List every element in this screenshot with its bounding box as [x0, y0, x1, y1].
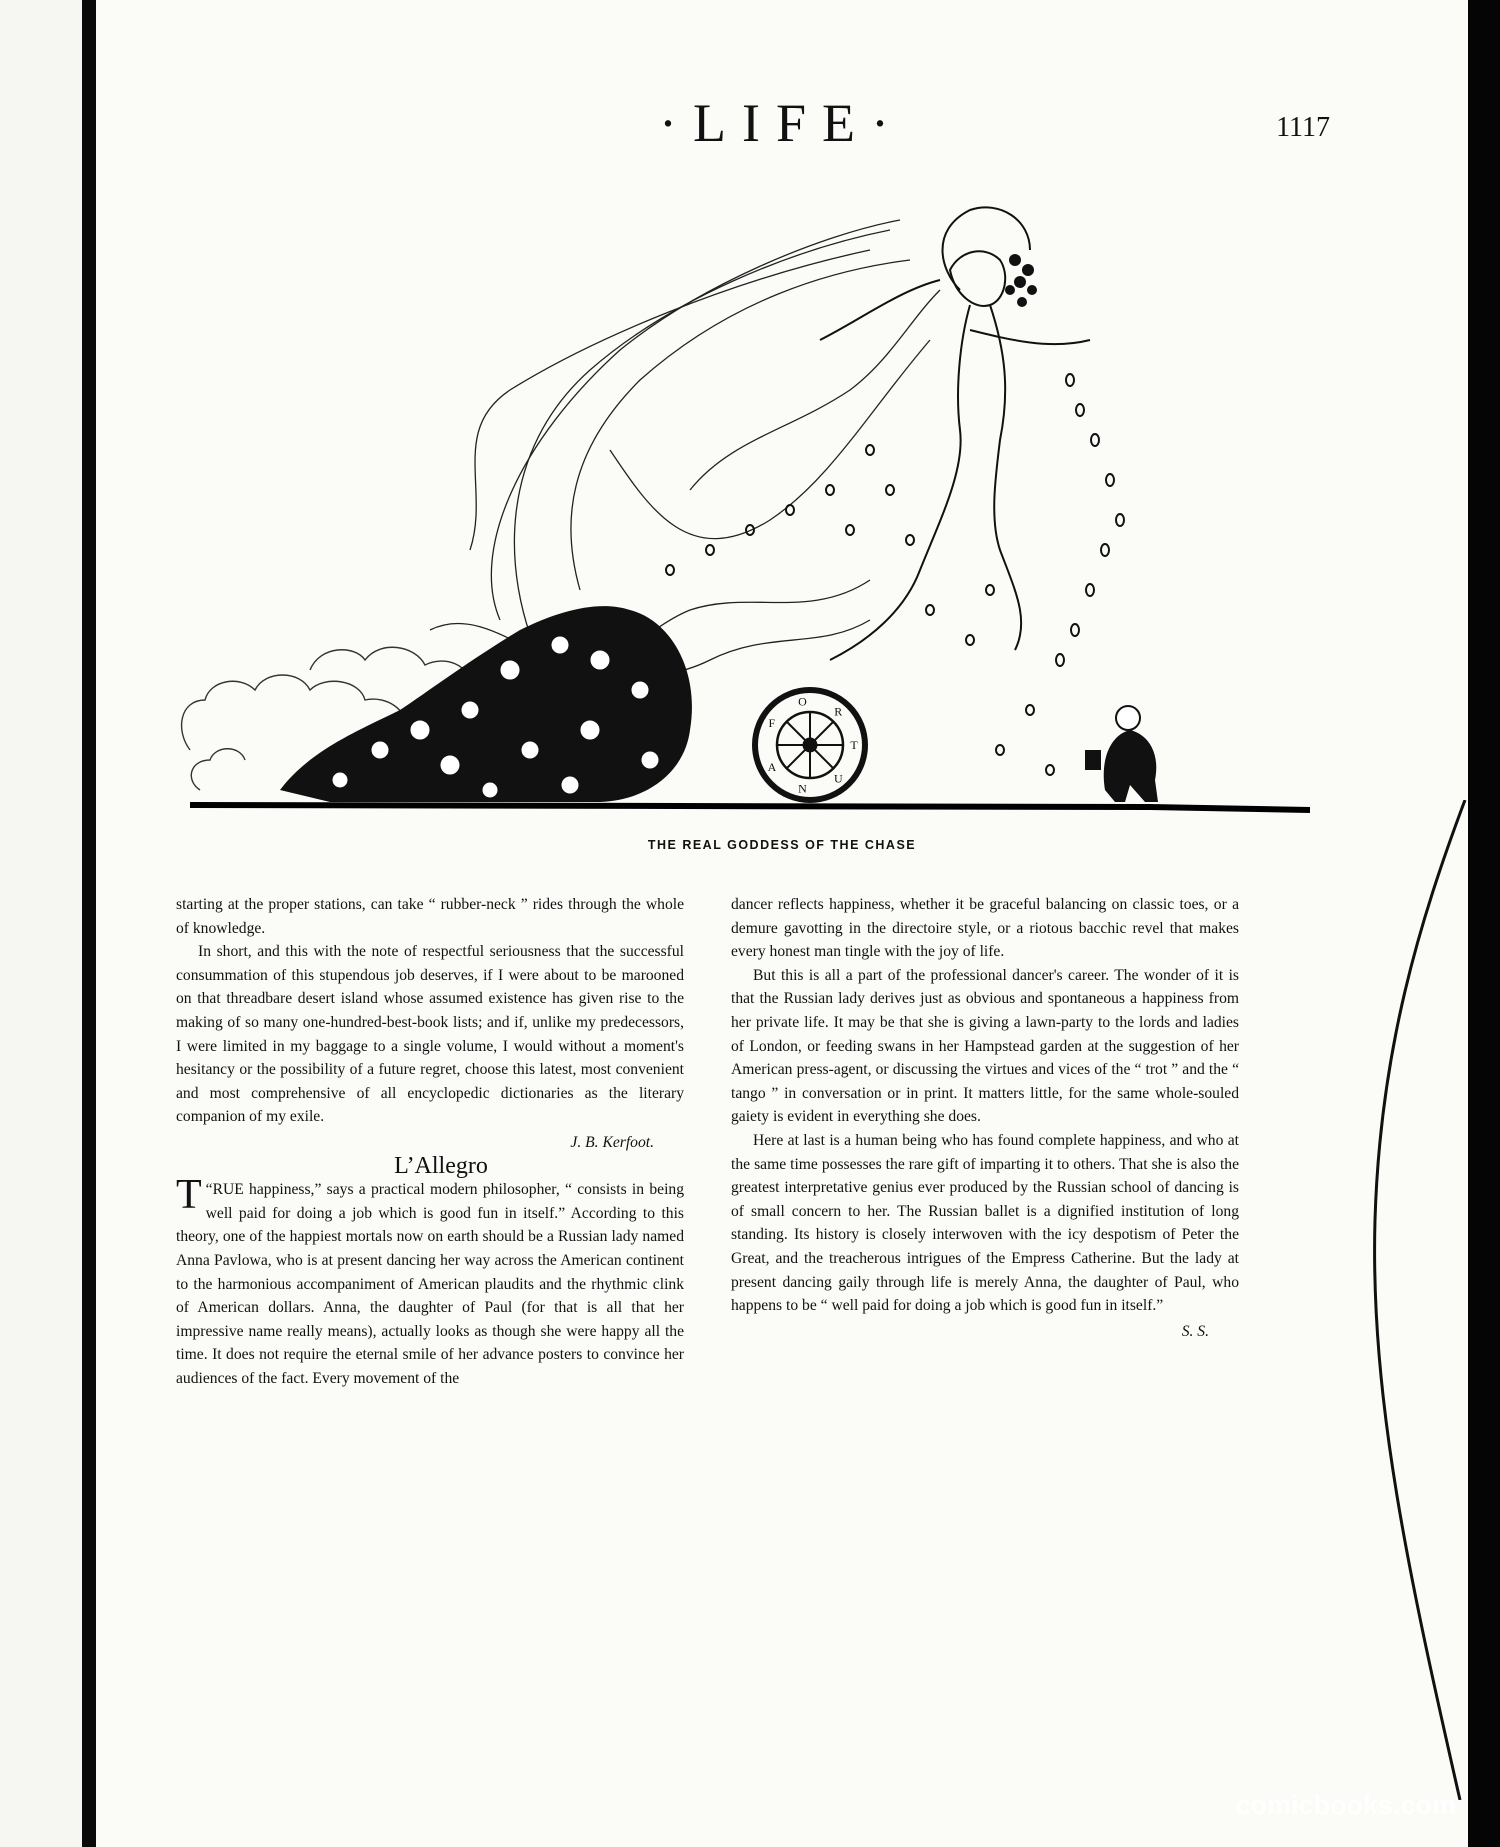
opening-quote: “ — [205, 1181, 213, 1199]
right-column — [731, 893, 1239, 1343]
page-curl-edge — [1360, 800, 1470, 1800]
masthead: ·LIFE· — [659, 93, 905, 153]
paragraph: In short, and this with the note of respectful seriousness that the successful consummation of this stupendous job deserves, if I were about to be marooned on that threadbare desert island whose assumed existence has given rise to the making of so many one-hundred-best-book lists; and if, unlike my predecessors, I were limited in my baggage to a single volume, I would without a moment's hesitancy or the possibility of a future regret, choose this latest, most convenient and most comprehensive of all encyclopedic dictionaries as the literary companion of my exile. — [176, 943, 684, 1126]
falling-coins — [666, 374, 1124, 775]
magazine-page — [96, 0, 1468, 1847]
article-title: L’Allegro — [394, 1152, 488, 1179]
wheel-letter: N — [798, 781, 807, 796]
wheel-letter: O — [798, 694, 807, 709]
wheel-letter: R — [834, 704, 843, 719]
page-number: 1117 — [1276, 112, 1330, 143]
illustration-caption: THE REAL GODDESS OF THE CHASE — [647, 838, 917, 852]
article-opening-paragraph — [176, 1172, 684, 1390]
drop-cap: T — [176, 1172, 202, 1219]
signature: J. B. Kerfoot. — [570, 1133, 654, 1151]
crowd — [280, 606, 692, 802]
scan-border — [1468, 0, 1500, 1847]
binding-gutter — [82, 0, 96, 1847]
left-column — [176, 893, 684, 1390]
wheel-letter: U — [833, 771, 843, 786]
small-man-figure — [1085, 706, 1158, 802]
illustration — [170, 190, 1310, 830]
paragraph: dancer reflects happiness, whether it be graceful balancing on classic toes, or a demure gavotting in the directoire style, or a riotous bacchic revel that makes every honest man tingle with the joy of life. — [731, 896, 1239, 961]
wheel-letter: F — [768, 716, 776, 730]
wheel-letter: T — [850, 738, 858, 752]
grapes — [1005, 254, 1037, 307]
paragraph: starting at the proper stations, can take “ rubber-neck ” rides through the whole of knowledge. — [176, 896, 684, 937]
wheel-letter: A — [767, 760, 777, 774]
ground-line — [190, 805, 1310, 810]
fortune-wheel — [755, 690, 865, 800]
paragraph: But this is all a part of the professional dancer's career. The wonder of it is that the Russian lady derives just as obvious and spontaneous a happiness from her private life. It may be that she is giving a lawn-party to the lords and ladies of London, or feeding swans in her Hampstead garden at the suggestion of her American press-agent, or discussing the virtues and vices of the “ trot ” and the “ tango ” in conversation or in print. It matters little, for the same whole-souled gaiety is evident in everything she does. — [731, 966, 1239, 1126]
paragraph: Here at last is a human being who has found complete happiness, and who at the same time possesses the rare gift of imparting it to others. That she is also the greatest interpretative genius ever produced by the Russian school of dancing is of small concern to her. The Russian ballet is a dignified institution of long standing. Its history is closely interwoven with the icy despotism of Peter the Great, and the treacherous intrigues of the Empress Catherine. But the lady at present dancing gaily through life is merely Anna, the daughter of Paul, who happens to be “ well paid for doing a job which is good fun in itself.” — [731, 1131, 1239, 1315]
flowing-veil — [430, 220, 940, 690]
article-text: RUE happiness,” says a practical modern philosopher, “ consists in being well paid for doing a job which is good fun in itself.” According to this theory, one of the happiest mortals now on earth should be a Russian lady named Anna Pavlowa, who is at present dancing her way across the American continent to the harmonious accompaniment of American plaudits and the rhythmic clink of American dollars. Anna, the daughter of Paul (for that is all that her impressive name really means), actually looks as though she were happy all the time. It does not require the eternal smile of her advance posters to convince her audiences of the fact. Every movement of the — [176, 1181, 684, 1387]
dancer-figure — [820, 207, 1090, 660]
signature: S. S. — [1181, 1322, 1209, 1340]
watermark: comicbooks.com — [1235, 1790, 1456, 1820]
